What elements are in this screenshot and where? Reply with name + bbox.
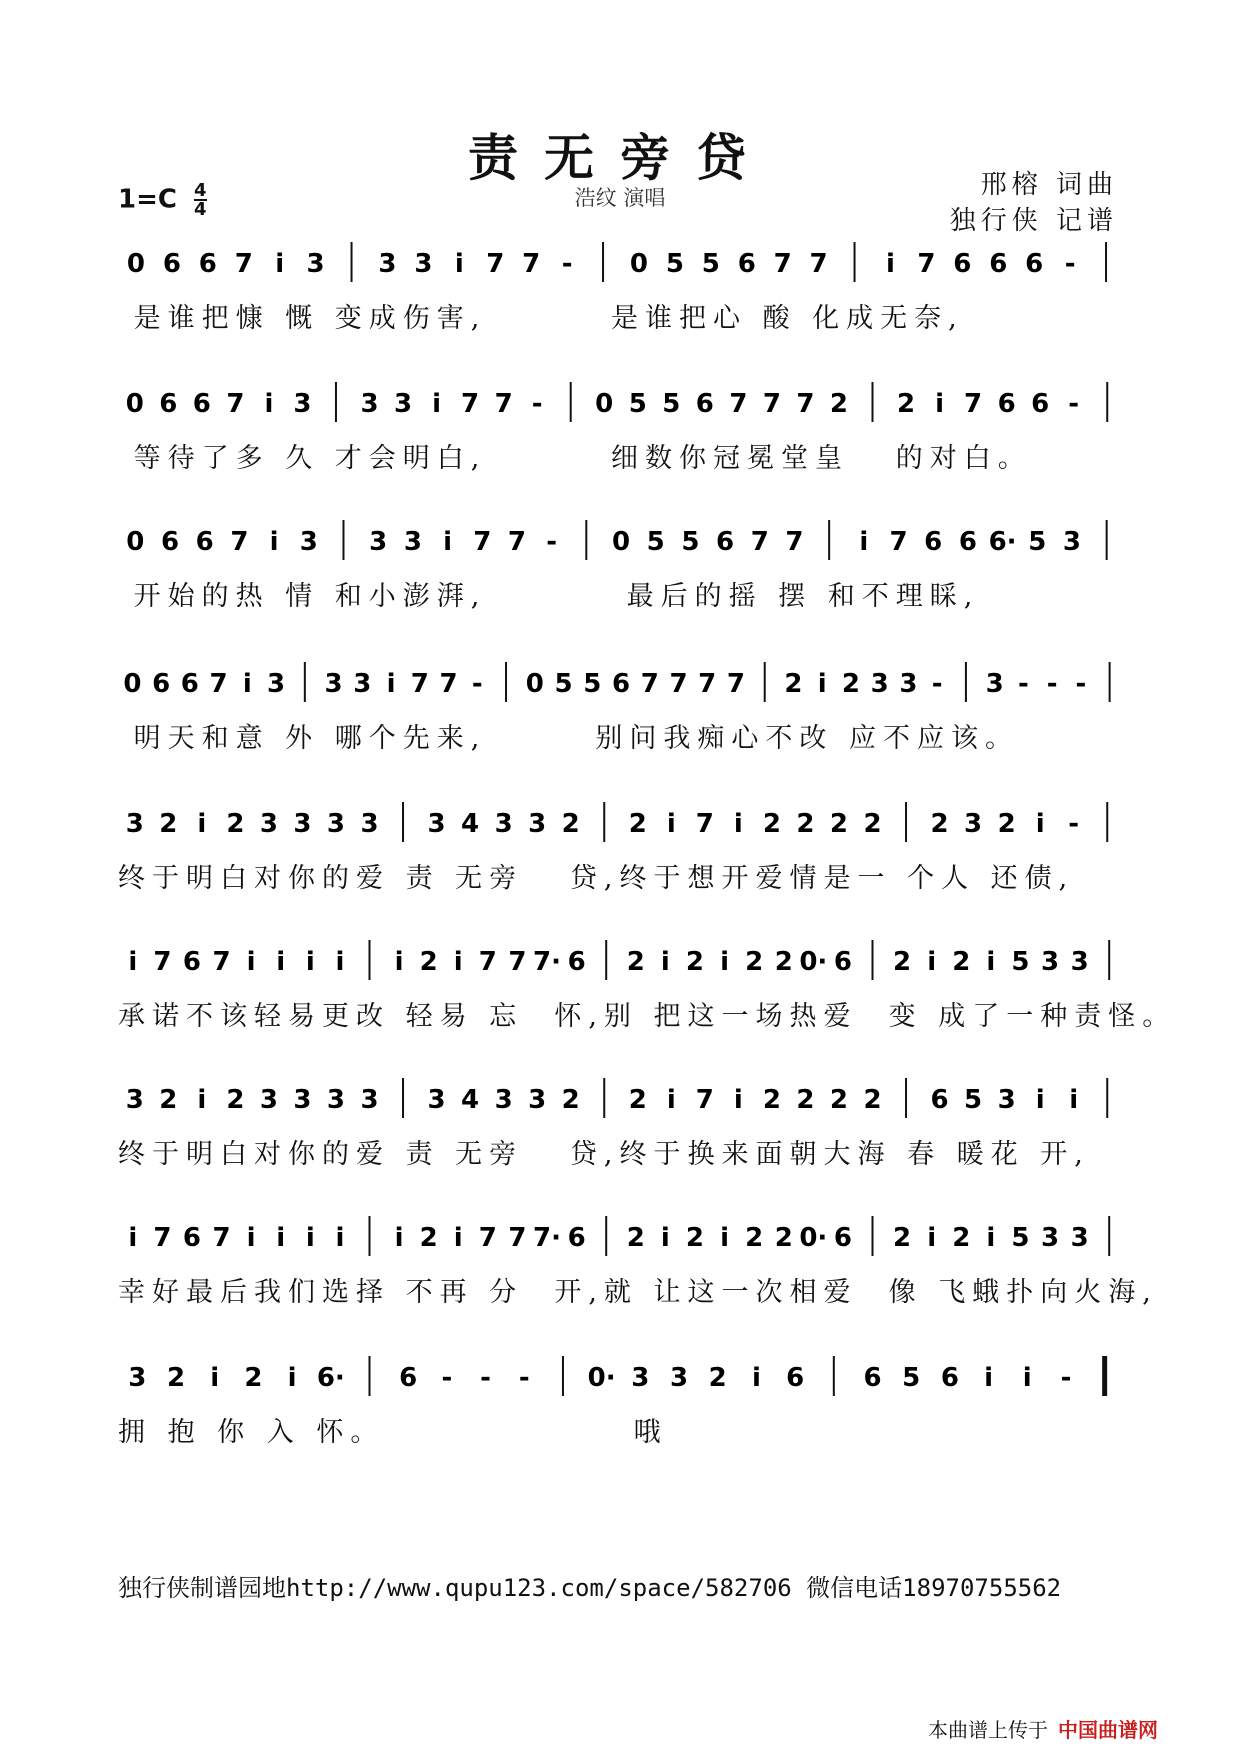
note: i — [986, 947, 996, 977]
note: 0 — [126, 249, 146, 279]
note: i — [335, 1223, 345, 1253]
note: 2 — [626, 947, 645, 977]
note: 3 — [326, 1085, 346, 1115]
note: i — [927, 947, 937, 977]
note: 7 — [507, 527, 526, 557]
note: 2 — [745, 1223, 764, 1253]
note: 3 — [1070, 947, 1089, 977]
note: 3 — [353, 669, 372, 699]
note: 5 — [1011, 1223, 1030, 1253]
note: 7 — [640, 669, 659, 699]
note: 2 — [784, 669, 803, 699]
note: 7 — [695, 1085, 714, 1115]
note: 3 — [360, 389, 379, 419]
note: 7 — [729, 389, 748, 419]
note: i — [751, 1363, 761, 1393]
note: 3 — [125, 809, 144, 839]
note: 2 — [166, 1363, 186, 1393]
note: 6 — [160, 527, 180, 557]
hold-dash: - — [518, 1363, 530, 1393]
note: 6 — [182, 1223, 202, 1253]
note: 7· — [533, 1223, 562, 1253]
note: 2 — [952, 947, 971, 977]
note: 6 — [930, 1085, 949, 1115]
note: i — [275, 249, 285, 279]
note: 2 — [774, 947, 793, 977]
note: 3 — [360, 1085, 379, 1115]
note: 2 — [952, 1223, 971, 1253]
badge-text: 本曲谱上传于 — [928, 1718, 1048, 1742]
note: 6 — [182, 947, 202, 977]
note: 6 — [833, 1223, 852, 1253]
badge-brand: 中国曲谱网 — [1058, 1718, 1158, 1742]
note: 6· — [988, 527, 1017, 557]
note: i — [927, 1223, 937, 1253]
note: i — [264, 389, 274, 419]
note: i — [733, 809, 743, 839]
note: 6 — [940, 1363, 959, 1393]
note: 5 — [646, 527, 665, 557]
note: 6 — [833, 947, 852, 977]
note: 0 — [611, 527, 631, 557]
note: 3 — [360, 809, 379, 839]
note: 0· — [799, 947, 828, 977]
note: i — [386, 669, 396, 699]
note: 2 — [893, 947, 912, 977]
note: 3 — [1070, 1223, 1089, 1253]
note: 4 — [461, 1085, 480, 1115]
note: 3 — [403, 527, 422, 557]
hold-dash: - — [561, 249, 573, 279]
note: 7 — [750, 527, 769, 557]
notation-line — [118, 930, 1126, 990]
note: 7 — [226, 389, 245, 419]
notation-line — [118, 232, 1126, 292]
note: 3 — [528, 1085, 547, 1115]
note: 7 — [461, 389, 480, 419]
hold-dash: - — [441, 1363, 453, 1393]
note: 5 — [902, 1363, 921, 1393]
note: i — [197, 1085, 207, 1115]
hold-dash: - — [1075, 669, 1087, 699]
note: 3 — [1062, 527, 1082, 557]
hold-dash: - — [531, 389, 543, 419]
note: 2 — [628, 809, 647, 839]
note: 0 — [525, 669, 544, 699]
note: 2 — [628, 1085, 647, 1115]
note: 7 — [809, 249, 828, 279]
note: 2 — [796, 809, 815, 839]
note: 3 — [378, 249, 397, 279]
note: 2 — [796, 1085, 815, 1115]
note: 7 — [695, 809, 714, 839]
note: 3 — [870, 669, 889, 699]
note: 5 — [681, 527, 700, 557]
note: 6 — [162, 249, 181, 279]
note: 2 — [930, 809, 949, 839]
note: i — [305, 1223, 315, 1253]
note: 7 — [212, 1223, 231, 1253]
note: 7 — [473, 527, 492, 557]
note: i — [1022, 1363, 1032, 1393]
note: i — [242, 669, 252, 699]
note: i — [246, 947, 256, 977]
note: 2 — [863, 809, 882, 839]
notation-line — [118, 372, 1126, 432]
lyric-line: 开始的热 情 和小澎湃, 最后的摇 摆 和不理睬, — [118, 581, 980, 612]
score-system — [118, 1206, 1158, 1316]
note: 3 — [899, 669, 918, 699]
note: 6 — [399, 1363, 418, 1393]
note: 2 — [419, 947, 438, 977]
note: i — [394, 947, 404, 977]
hold-dash: - — [480, 1363, 491, 1393]
note: i — [276, 1223, 286, 1253]
note: 7 — [773, 249, 792, 279]
note: 2 — [774, 1223, 793, 1253]
note: i — [1035, 1085, 1045, 1115]
note: i — [1035, 809, 1045, 839]
note: 2 — [159, 1085, 178, 1115]
note: 0· — [587, 1363, 616, 1393]
note: 5 — [583, 669, 602, 699]
lyric-line: 等待了多 久 才会明白, 细数你冠冕堂皇 的对白。 — [118, 443, 1032, 474]
notation-line — [118, 652, 1126, 712]
note: i — [817, 669, 827, 699]
note: 6· — [316, 1363, 345, 1393]
note: 2 — [829, 1085, 849, 1115]
lyric-line: 是谁把慷 慨 变成伤害, 是谁把心 酸 化成无奈, — [118, 303, 964, 334]
note: 7 — [669, 669, 688, 699]
note: 2 — [226, 809, 245, 839]
key-label: 1=C — [118, 184, 177, 215]
note: 2 — [159, 809, 178, 839]
note: 7 — [486, 249, 505, 279]
notation-line — [118, 792, 1126, 852]
lyric-line: 终于明白对你的爱 责 无旁 贷,终于想开爱情是一 个人 还债, — [118, 863, 1075, 894]
note: i — [660, 1223, 670, 1253]
note: 3 — [128, 1363, 147, 1393]
note: 6 — [958, 527, 977, 557]
note: 3 — [326, 809, 346, 839]
note: 7 — [234, 249, 253, 279]
note: i — [246, 1223, 256, 1253]
note: i — [305, 947, 315, 977]
note: 7 — [917, 249, 936, 279]
score-system — [118, 372, 1126, 482]
notation-line — [118, 1068, 1126, 1128]
note: 2 — [745, 947, 764, 977]
note: 7 — [439, 669, 458, 699]
note: 7 — [508, 947, 527, 977]
note: 5 — [1011, 947, 1030, 977]
note: 2 — [685, 1223, 705, 1253]
note: 2 — [841, 669, 860, 699]
notation-line — [118, 1206, 1126, 1266]
note: 6 — [567, 947, 586, 977]
note: 3 — [985, 669, 1004, 699]
lyric-line: 明天和意 外 哪个先来, 别问我痴心不改 应不应该。 — [118, 723, 1019, 754]
note: 3 — [267, 669, 286, 699]
note: 5 — [662, 389, 681, 419]
note: 6 — [953, 249, 972, 279]
watermark-badge — [928, 1714, 1240, 1754]
note: 3 — [528, 809, 547, 839]
note: 3 — [324, 669, 343, 699]
note: i — [1069, 1085, 1079, 1115]
note: 7 — [889, 527, 908, 557]
time-signature-bottom: 4 — [194, 199, 207, 220]
note: i — [432, 389, 442, 419]
note: i — [720, 947, 730, 977]
note: i — [394, 1223, 404, 1253]
note: 6 — [1025, 249, 1044, 279]
note: 2 — [997, 809, 1016, 839]
lyric-line: 幸好最后我们选择 不再 分 开,就 让这一次相爱 像 飞蛾扑向火海, — [118, 1277, 1158, 1308]
note: 3 — [631, 1363, 650, 1393]
note: 2 — [561, 809, 580, 839]
note: 7 — [230, 527, 249, 557]
note: 7 — [478, 1223, 497, 1253]
composer-credit: 邢榕 词曲 — [980, 170, 1118, 200]
note: 2 — [226, 1085, 245, 1115]
note: 3 — [494, 809, 513, 839]
note: 0 — [595, 389, 614, 419]
note: 2 — [863, 1085, 882, 1115]
note: i — [128, 947, 138, 977]
note: 2 — [561, 1085, 580, 1115]
note: 7 — [785, 527, 804, 557]
note: 7 — [153, 947, 172, 977]
note: 5 — [701, 249, 720, 279]
note: 2 — [762, 1085, 781, 1115]
note: 2 — [829, 809, 849, 839]
score-system — [118, 792, 1126, 902]
time-signature — [194, 182, 207, 218]
note: 7 — [153, 1223, 172, 1253]
note: 6 — [863, 1363, 882, 1393]
score-system — [118, 232, 1126, 342]
notation-line — [118, 1346, 1126, 1406]
note: 3 — [369, 527, 388, 557]
note: 6 — [611, 669, 631, 699]
note: 6 — [924, 527, 943, 557]
note: 7 — [410, 669, 429, 699]
note: 3 — [964, 809, 983, 839]
note: 0 — [123, 669, 142, 699]
lyric-line: 终于明白对你的爱 责 无旁 贷,终于换来面朝大海 春 暖花 开, — [118, 1139, 1090, 1170]
note: i — [453, 947, 463, 977]
note: 7 — [726, 669, 746, 699]
score-system — [118, 930, 1177, 1040]
note: 7· — [533, 947, 562, 977]
note: i — [666, 1085, 676, 1115]
hold-dash: - — [1018, 669, 1029, 699]
note: 3 — [1040, 947, 1060, 977]
note: 2 — [685, 947, 705, 977]
note: 0 — [125, 389, 144, 419]
score-system — [118, 1346, 1126, 1456]
note: 7 — [478, 947, 497, 977]
note: i — [733, 1085, 743, 1115]
hold-dash: - — [1046, 669, 1058, 699]
note: i — [287, 1363, 297, 1393]
note: 2 — [829, 389, 849, 419]
note: 0· — [799, 1223, 828, 1253]
notation-line — [118, 510, 1126, 570]
note: 7 — [209, 669, 228, 699]
hold-dash: - — [1060, 1363, 1072, 1393]
note: 6 — [198, 249, 217, 279]
note: 6 — [716, 527, 735, 557]
footer-text: 独行侠制谱园地http://www.qupu123.com/space/582706 微信电话18970755562 — [118, 1574, 1062, 1602]
note: i — [453, 1223, 463, 1253]
note: 3 — [427, 809, 446, 839]
note: 5 — [964, 1085, 983, 1115]
note: 5 — [554, 669, 573, 699]
note: 5 — [628, 389, 647, 419]
hold-dash: - — [931, 669, 943, 699]
note: 5 — [665, 249, 684, 279]
score-system — [118, 1068, 1126, 1178]
note: 0 — [629, 249, 649, 279]
note: 3 — [125, 1085, 144, 1115]
key-signature — [118, 182, 207, 218]
note: 3 — [293, 809, 312, 839]
note: 6 — [737, 249, 756, 279]
note: i — [660, 947, 670, 977]
lyric-line: 承诺不该轻易更改 轻易 忘 怀,别 把这一场热爱 变 成了一种责怪。 — [118, 1001, 1177, 1032]
note: 7 — [762, 389, 781, 419]
note: 7 — [494, 389, 513, 419]
note: 4 — [461, 809, 480, 839]
note: i — [197, 809, 207, 839]
note: 7 — [698, 669, 717, 699]
note: 2 — [708, 1363, 727, 1393]
note: i — [128, 1223, 138, 1253]
note: 6 — [152, 669, 171, 699]
score-system — [118, 652, 1126, 762]
note: 7 — [508, 1223, 527, 1253]
lyric-line: 拥 抱 你 入 怀。 哦 — [118, 1417, 668, 1448]
note: 3 — [494, 1085, 513, 1115]
note: 6 — [695, 389, 714, 419]
song-title: 责无旁贷 — [468, 128, 772, 187]
note: i — [454, 249, 464, 279]
note: i — [276, 947, 286, 977]
note: 3 — [1040, 1223, 1060, 1253]
time-signature-top: 4 — [194, 180, 207, 201]
note: i — [443, 527, 453, 557]
hold-dash: - — [471, 669, 483, 699]
note: 2 — [419, 1223, 438, 1253]
note: 6 — [786, 1363, 805, 1393]
note: i — [269, 527, 279, 557]
transcriber-credit: 独行侠 记谱 — [949, 206, 1118, 236]
note: 6 — [997, 389, 1016, 419]
note: 3 — [669, 1363, 689, 1393]
note: 6 — [159, 389, 178, 419]
note: i — [984, 1363, 994, 1393]
score-system — [118, 510, 1126, 620]
note: i — [859, 527, 869, 557]
note: 7 — [796, 389, 815, 419]
note: 2 — [762, 809, 781, 839]
note: 3 — [299, 527, 318, 557]
note: 7 — [964, 389, 983, 419]
note: i — [935, 389, 945, 419]
note: 3 — [259, 1085, 278, 1115]
note: 0 — [126, 527, 145, 557]
note: 3 — [306, 249, 325, 279]
note: 6 — [567, 1223, 586, 1253]
note: 6 — [989, 249, 1008, 279]
note: i — [986, 1223, 996, 1253]
note: 3 — [997, 1085, 1016, 1115]
note: 3 — [293, 389, 312, 419]
note: 3 — [414, 249, 433, 279]
note: i — [720, 1223, 730, 1253]
note: 6 — [192, 389, 211, 419]
note: 3 — [259, 809, 278, 839]
note: 3 — [427, 1085, 446, 1115]
note: 2 — [244, 1363, 263, 1393]
note: 5 — [1028, 527, 1047, 557]
hold-dash: - — [1064, 249, 1076, 279]
hold-dash: - — [1068, 809, 1080, 839]
note: 3 — [293, 1085, 312, 1115]
note: 6 — [1031, 389, 1050, 419]
note: 7 — [212, 947, 231, 977]
note: 2 — [893, 1223, 912, 1253]
note: i — [886, 249, 895, 279]
note: 6 — [195, 527, 214, 557]
hold-dash: - — [1068, 389, 1080, 419]
note: 3 — [393, 389, 413, 419]
hold-dash: - — [546, 527, 558, 557]
note: 2 — [896, 389, 916, 419]
note: 7 — [522, 249, 541, 279]
note: i — [210, 1363, 220, 1393]
note: i — [335, 947, 345, 977]
singer-credit: 浩纹 演唱 — [574, 186, 666, 210]
note: 6 — [180, 669, 199, 699]
note: i — [666, 809, 676, 839]
note: 2 — [626, 1223, 645, 1253]
